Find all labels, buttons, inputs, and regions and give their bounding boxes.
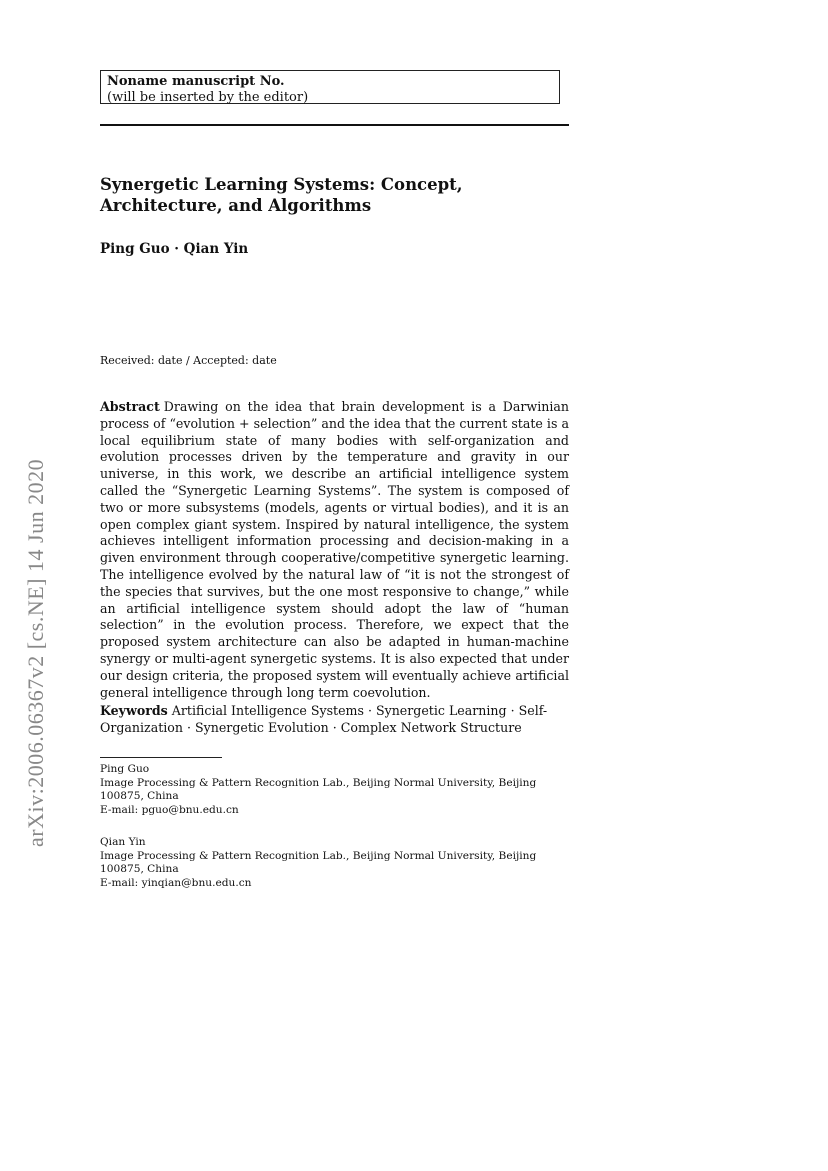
affiliation-name: Ping Guo: [100, 763, 150, 775]
abstract-text: Drawing on the idea that brain development is a Darwinian process of “evolution + selection” and the idea that the current state is a local equilibrium state of many bodies with self-organization and evolution processes driven by the temperature and gravity in our universe, in this work, we describe an artificial intelligence system called the “Synergetic Learning Systems”. The system is composed of two or more subsystems (models, agents or virtual bodies), and it is an open complex giant system. Inspired by natural intelligence, the system achieves intelligent information processing and decision-making in a given environment through cooperative/competitive synergetic learning. The intelligence evolved by the natural law of “it is not the strongest of the species that survives, but the one most responsive to change,” while an artificial intelligence system should adopt the law of “human selection” in the evolution process. Therefore, we expect that the proposed system architecture can also be adapted in human-machine synergy or multi-agent synergetic systems. It is also expected that under our design criteria, the proposed system will eventually achieve artificial general intelligence through long term coevolution.: [100, 399, 569, 700]
affiliation-address: Image Processing & Pattern Recognition Lab., Beijing Normal University, Beijing 100875, China: [100, 776, 537, 803]
keywords-paragraph: [100, 702, 569, 736]
affiliation-qian-yin: [100, 836, 570, 890]
manuscript-number-label: Noname manuscript No.: [107, 74, 285, 89]
paper-title: Synergetic Learning Systems: Concept, Architecture, and Algorithms: [100, 175, 463, 215]
abstract-heading: Abstract: [100, 399, 160, 414]
affiliation-name: Qian Yin: [100, 836, 146, 848]
received-date-line: Received: date / Accepted: date: [100, 354, 277, 367]
affiliation-email: E-mail: yinqian@bnu.edu.cn: [100, 876, 252, 889]
abstract-paragraph: [100, 399, 569, 701]
affiliation-email: E-mail: pguo@bnu.edu.cn: [100, 803, 239, 816]
affiliation-address: Image Processing & Pattern Recognition Lab., Beijing Normal University, Beijing 100875, China: [100, 849, 537, 876]
footnote-divider: [100, 757, 222, 758]
arxiv-identifier-stamp: arXiv:2006.06367v2 [cs.NE] 14 Jun 2020: [23, 458, 48, 847]
title-divider: [100, 124, 569, 126]
keywords-heading: Keywords: [100, 703, 168, 718]
affiliation-ping-guo: [100, 763, 570, 817]
editor-notice-box: [100, 70, 560, 104]
editor-note: (will be inserted by the editor): [107, 90, 309, 105]
keywords-text: Artificial Intelligence Systems · Synergetic Learning · Self-Organization · Synergetic Evolution · Complex Network Structure: [100, 703, 548, 735]
author-line: Ping Guo · Qian Yin: [100, 241, 249, 257]
